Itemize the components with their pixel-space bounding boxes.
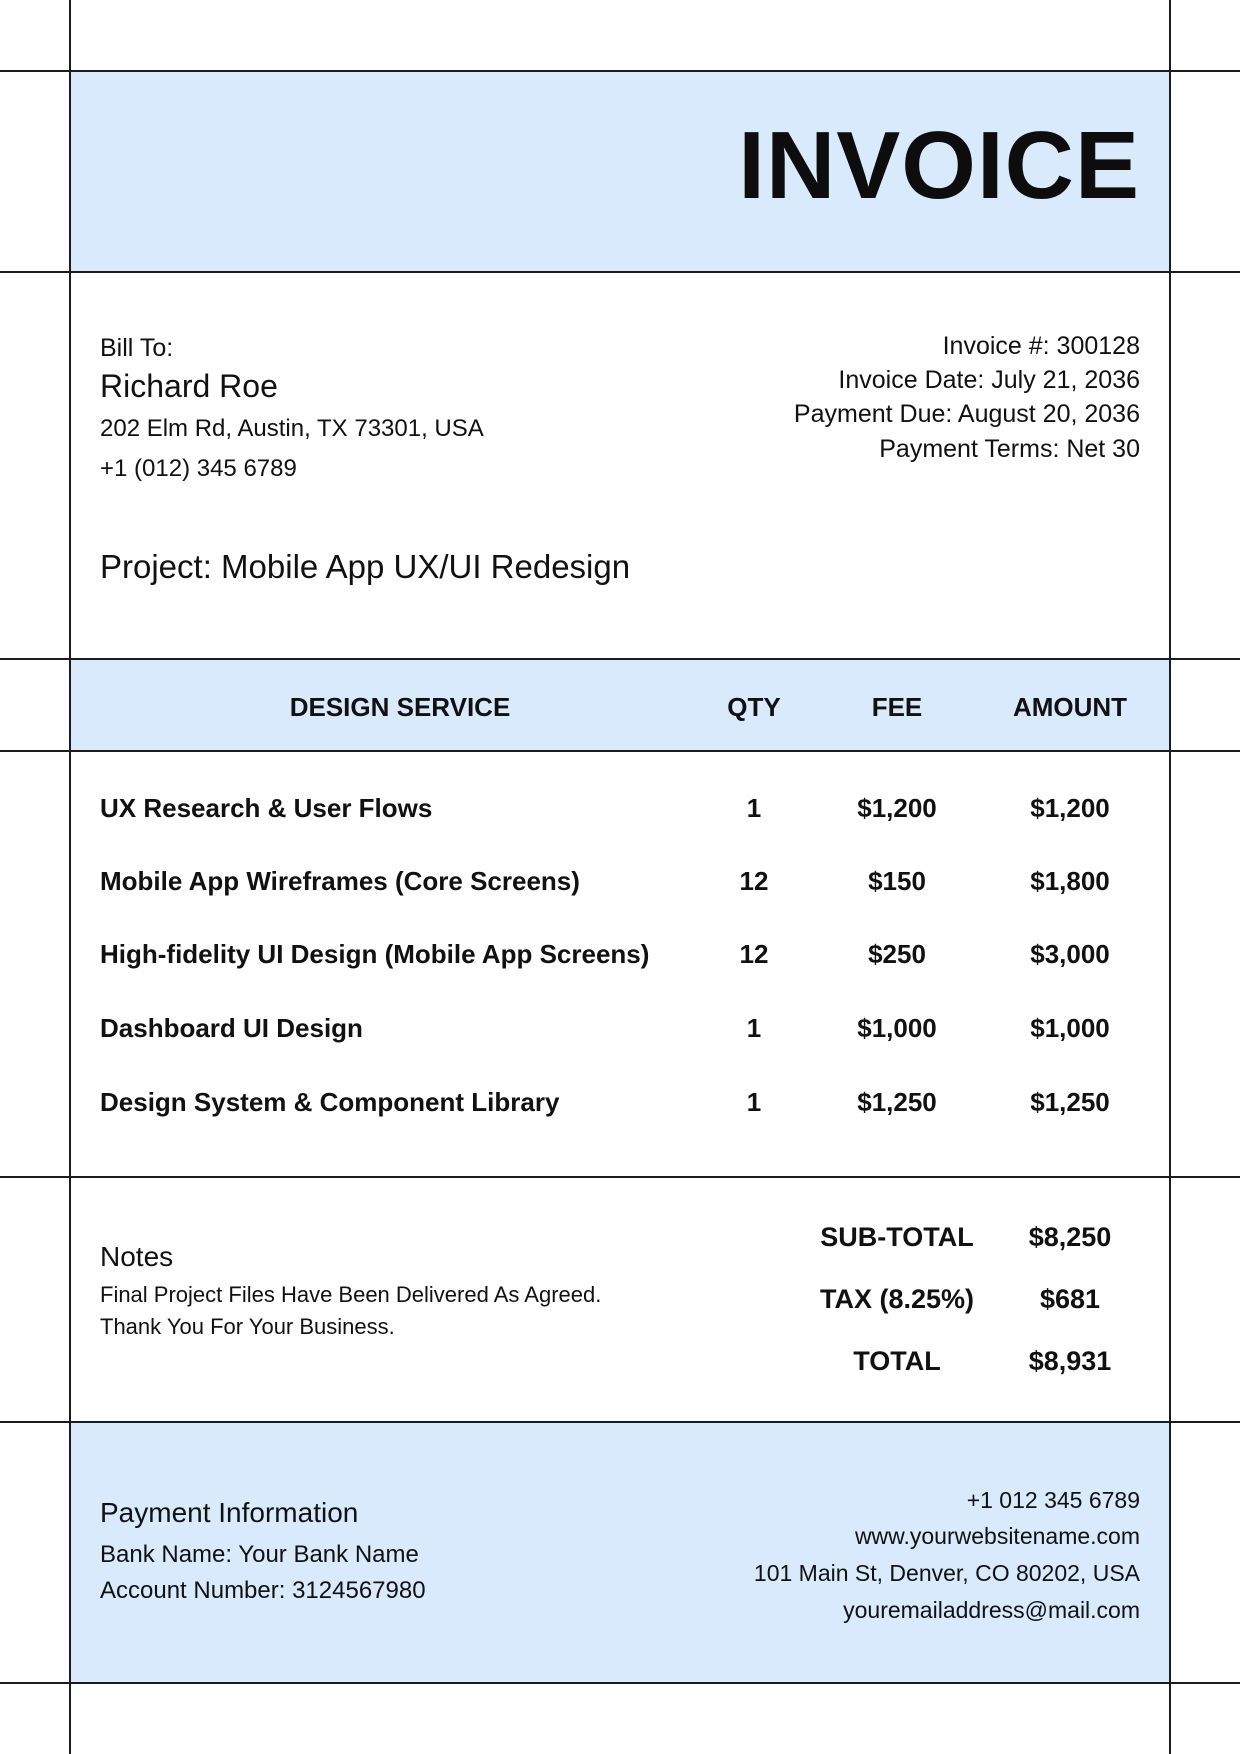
project-title: Project: Mobile App UX/UI Redesign <box>100 548 631 585</box>
qty-cell: 12 <box>739 866 769 896</box>
invoice-number: Invoice #: 300128 <box>942 332 1140 360</box>
amount-cell: $3,000 <box>1030 939 1110 969</box>
service-name: Dashboard UI Design <box>100 1013 363 1043</box>
payment-info-title: Payment Information <box>100 1497 359 1528</box>
bill-to-label: Bill To: <box>100 334 174 362</box>
divider-line <box>0 750 1240 752</box>
service-name: Mobile App Wireframes (Core Screens) <box>100 866 580 896</box>
total-value: $8,931 <box>1028 1346 1112 1376</box>
notes-line: Thank You For Your Business. <box>100 1314 395 1339</box>
tax-label: TAX (8.25%) <box>819 1284 975 1314</box>
client-phone: +1 (012) 345 6789 <box>100 455 297 482</box>
right-margin-line <box>1169 0 1171 1754</box>
left-margin-line <box>69 0 71 1754</box>
client-address: 202 Elm Rd, Austin, TX 73301, USA <box>100 415 484 442</box>
qty-cell: 1 <box>746 793 762 823</box>
column-header-qty: QTY <box>727 692 781 722</box>
bank-name: Bank Name: Your Bank Name <box>100 1541 419 1568</box>
service-name: Design System & Component Library <box>100 1087 560 1117</box>
subtotal-label: SUB-TOTAL <box>820 1222 974 1252</box>
notes-title: Notes <box>100 1241 174 1272</box>
divider-line <box>0 1421 1240 1423</box>
fee-cell: $150 <box>868 866 926 896</box>
divider-line <box>0 1682 1240 1684</box>
divider-line <box>0 1176 1240 1178</box>
divider-line <box>0 658 1240 660</box>
contact-email: youremailaddress@mail.com <box>843 1597 1140 1623</box>
divider-line <box>0 271 1240 273</box>
contact-website: www.yourwebsitename.com <box>854 1523 1140 1549</box>
qty-cell: 12 <box>739 939 769 969</box>
notes-line: Final Project Files Have Been Delivered As Agreed. <box>100 1282 602 1307</box>
service-name: UX Research & User Flows <box>100 793 433 823</box>
amount-cell: $1,000 <box>1030 1013 1110 1043</box>
column-header-amount: AMOUNT <box>1012 692 1128 722</box>
amount-cell: $1,800 <box>1030 866 1110 896</box>
qty-cell: 1 <box>746 1087 762 1117</box>
payment-due: Payment Due: August 20, 2036 <box>793 400 1140 428</box>
fee-cell: $1,200 <box>857 793 937 823</box>
column-header-fee: FEE <box>871 692 923 722</box>
fee-cell: $1,000 <box>857 1013 937 1043</box>
payment-terms: Payment Terms: Net 30 <box>879 435 1140 463</box>
contact-address: 101 Main St, Denver, CO 80202, USA <box>753 1560 1140 1586</box>
fee-cell: $250 <box>868 939 926 969</box>
fee-cell: $1,250 <box>857 1087 937 1117</box>
subtotal-value: $8,250 <box>1028 1222 1112 1252</box>
service-name: High-fidelity UI Design (Mobile App Screens) <box>100 939 650 969</box>
amount-cell: $1,200 <box>1030 793 1110 823</box>
column-header-service: DESIGN SERVICE <box>289 692 511 722</box>
client-name: Richard Roe <box>100 368 278 404</box>
invoice-title: INVOICE <box>738 112 1140 219</box>
invoice-date: Invoice Date: July 21, 2036 <box>838 366 1140 394</box>
amount-cell: $1,250 <box>1030 1087 1110 1117</box>
divider-line <box>0 70 1240 72</box>
account-number: Account Number: 3124567980 <box>100 1577 426 1604</box>
total-label: TOTAL <box>853 1346 941 1376</box>
qty-cell: 1 <box>746 1013 762 1043</box>
contact-phone: +1 012 345 6789 <box>966 1487 1140 1513</box>
tax-value: $681 <box>1039 1284 1101 1314</box>
